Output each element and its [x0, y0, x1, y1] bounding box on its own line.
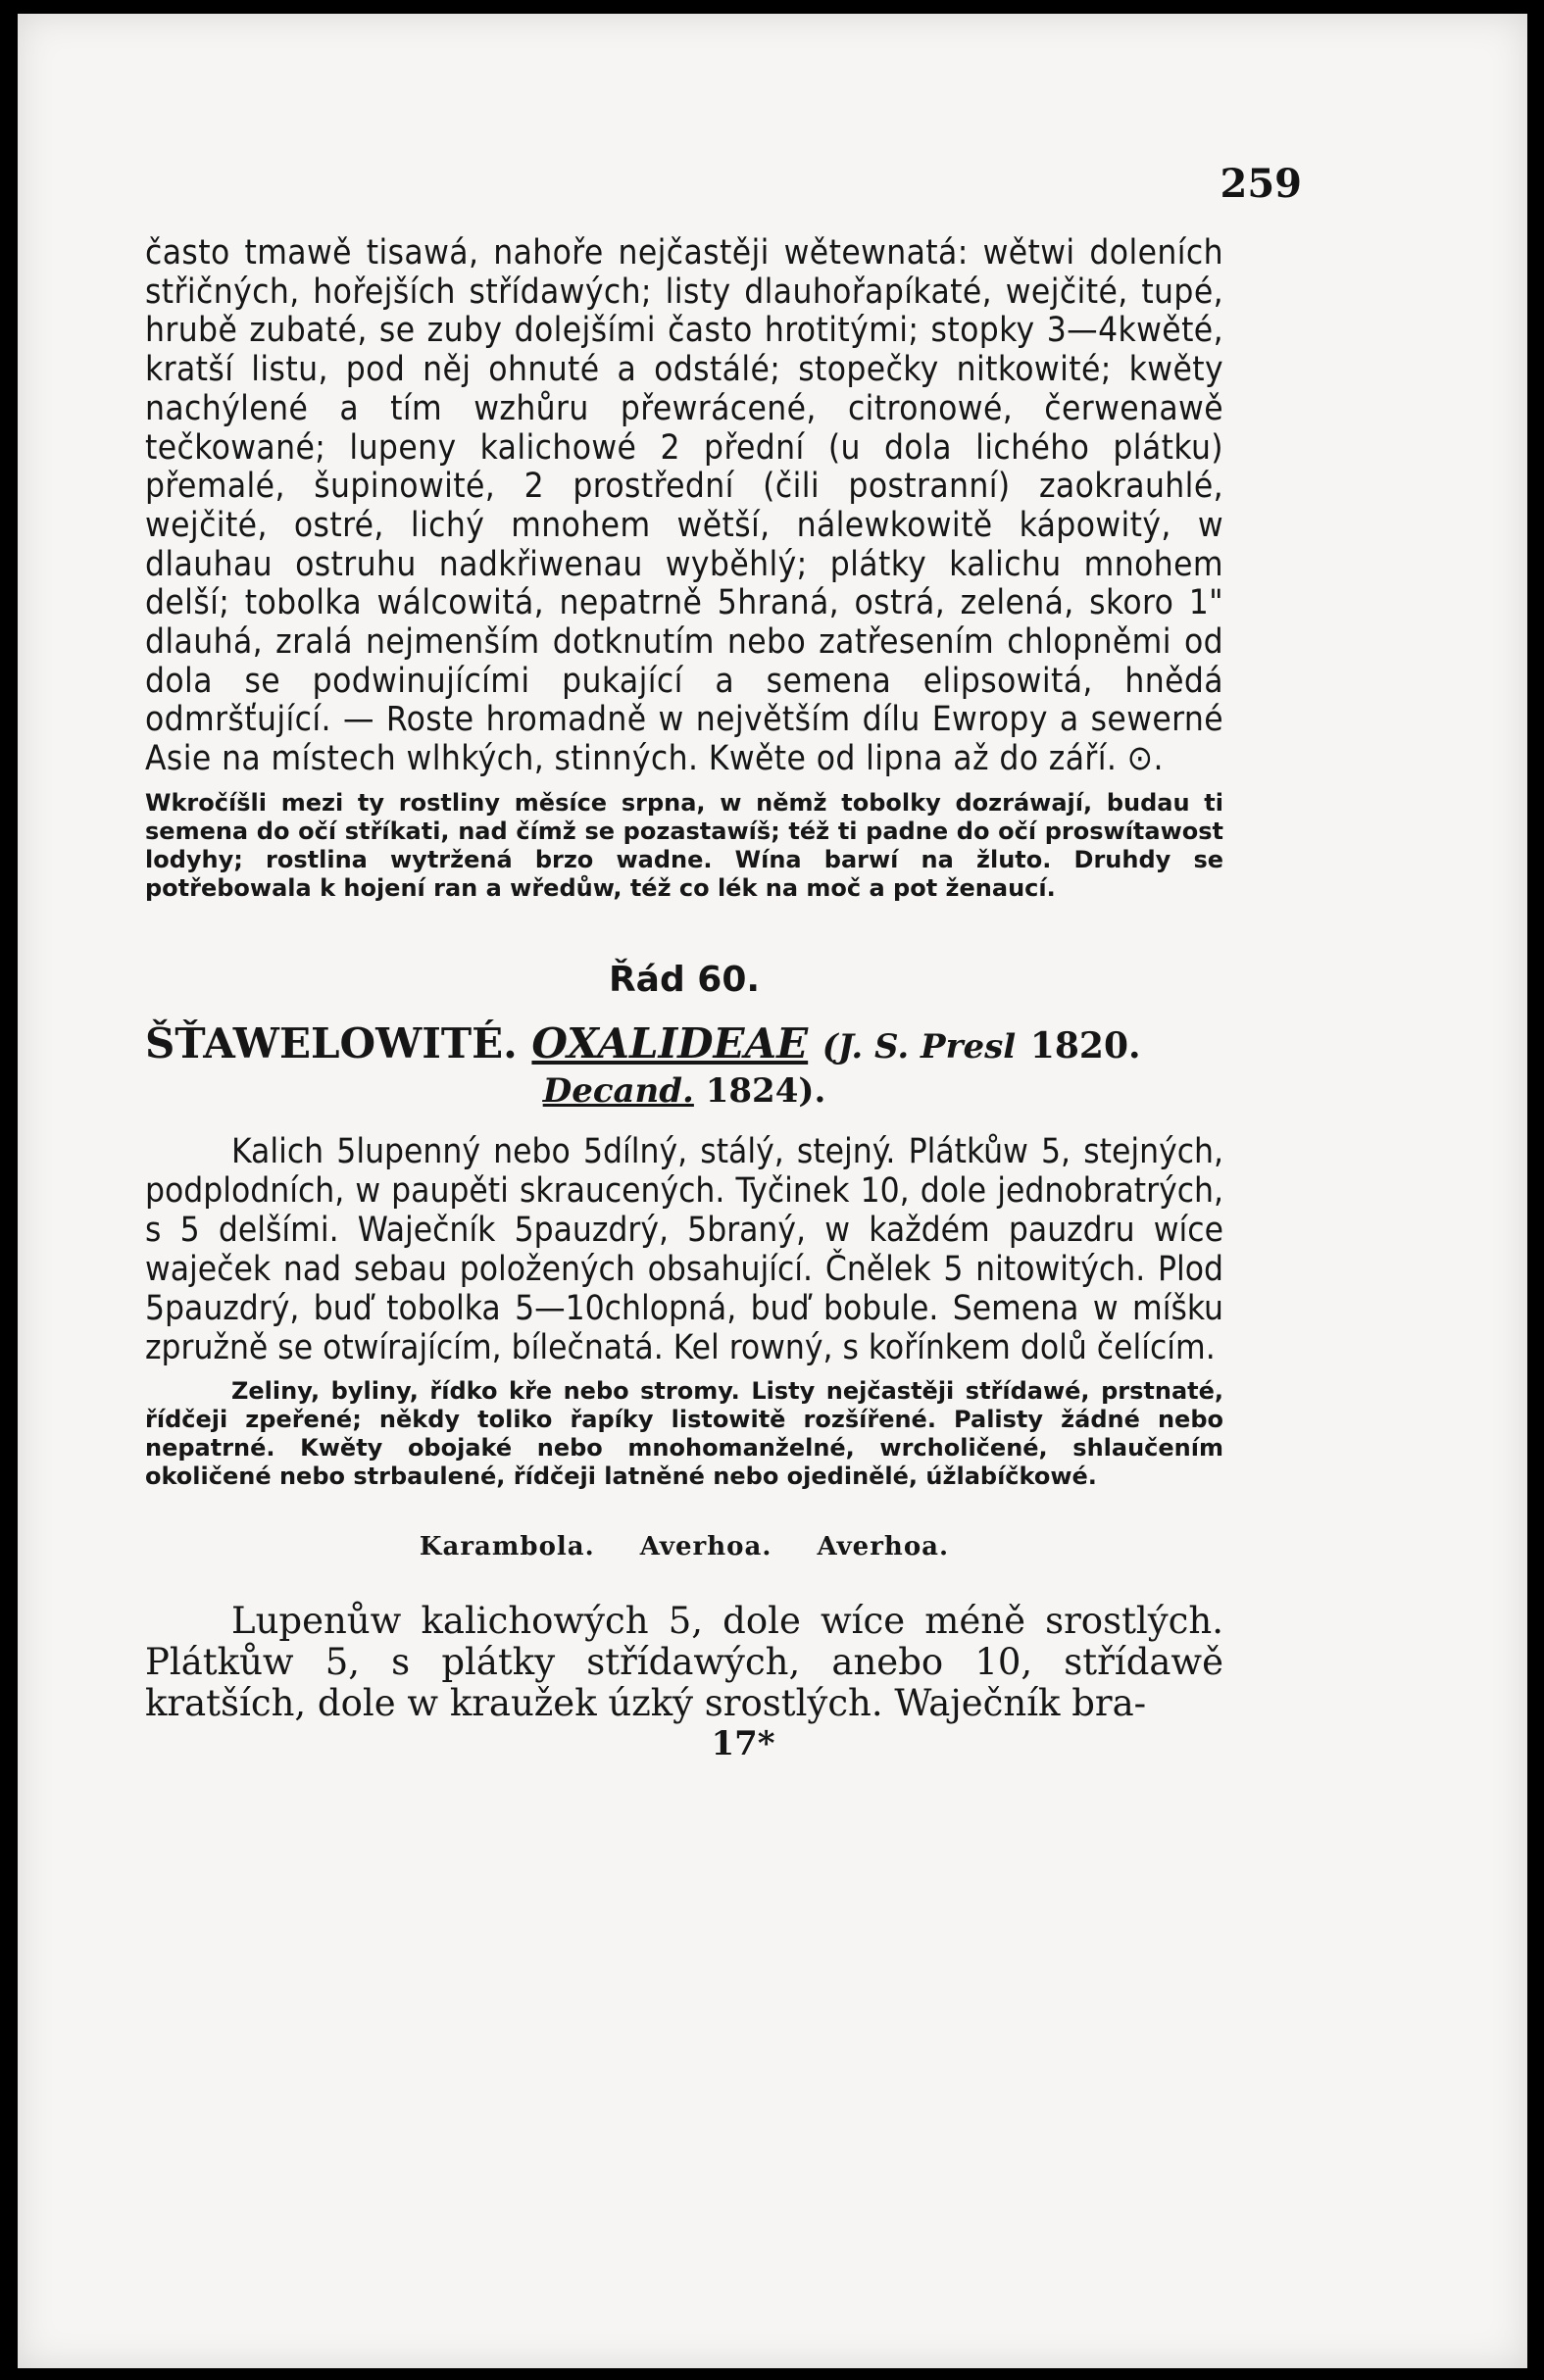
printer-signature: 17* [711, 1723, 775, 1763]
family-note: Zeliny, byliny, řídko kře nebo stromy. Listy nejčastěji střídawé, prstnaté, řídčeji zpeřené; někdy toliko řapíky listowitě rozšířené. Palisty žádné nebo nepatrné. Kwěty obojaké nebo mnohomanželné, wrcholičené, shlaučením okoličené nebo strbaulené, řídčeji latněné nebo ojedinělé, úžlabíčkowé. [145, 1376, 1223, 1490]
genus-czech-name: Karambola. [419, 1531, 595, 1562]
page-number: 259 [1220, 161, 1302, 207]
species-description: často tmawě tisawá, nahoře nejčastěji wětewnatá: wětwi doleních střičných, hořejších střídawých; listy dlauhořapíkaté, wejčité, tupé, hrubě zubaté, se zuby dolejšími často hrotitými; stopky 3—4kwěté, kratší listu, pod něj ohnuté a odstálé; stopečky nitkowité; kwěty nachýlené a tím wzhůru přewrácené, citronowé, čerwenawě tečkowané; lupeny kalichowé 2 přední (u dola lichého plátku) přemalé, šupinowité, 2 prostřední (čili postranní) zaokrauhlé, wejčité, ostré, lichý mnohem wětší, nálewkowitě kápowitý, w dlauhau ostruhu nadkřiwenau wyběhlý; plátky kalichu mnohem delší; tobolka wálcowitá, nepatrně 5hraná, ostrá, zelená, skoro 1" dlauhá, zralá nejmenším dotknutím nebo zatřesením chlopněmi od dola se podwinujícími pukající a semena elipsowitá, hnědá odmršťující. — Roste hromadně w největším dílu Ewropy a sewerné Asie na místech wlhkých, stinných. Kwěte od lipna až do září. ⊙. [145, 233, 1223, 779]
species-note: Wkročíšli mezi ty rostliny měsíce srpna, w němž tobolky dozráwají, budau ti semena do očí stříkati, nad čímž se pozastawíš; též ti padne do očí proswítawost lodyhy; rostlina wytržená brzo wadne. Wína barwí na žluto. Druhdy se potřebowala k hojení ran a wředůw, též co lék na moč a pot ženaucí. [145, 788, 1223, 902]
genus-heading [145, 1532, 1223, 1562]
genus-latin-name-alt: Averhoa. [817, 1531, 950, 1562]
family-heading [145, 1018, 1223, 1069]
order-heading: Řád 60. [608, 959, 761, 1000]
family-year-1: 1820. [1029, 1024, 1141, 1066]
family-author-1: (J. S. Presl [822, 1026, 1017, 1066]
book-page [18, 14, 1527, 2368]
family-year-2: 1824). [705, 1070, 826, 1111]
genus-latin-name: Averhoa. [639, 1531, 772, 1562]
family-heading-line-2 [145, 1069, 1223, 1113]
family-czech-name: ŠŤAWELOWITÉ. [145, 1018, 518, 1067]
family-latin-name: OXALIDEAE [531, 1018, 809, 1067]
family-description: Kalich 5lupenný nebo 5dílný, stálý, stejný. Plátkůw 5, stejných, podplodních, w paupěti skraucených. Tyčinek 10, dole jednobratrých, s 5 delšími. Waječník 5pauzdrý, 5braný, w každém pauzdru wíce waječek nad sebau položených obsahující. Čnělek 5 nitowitých. Plod 5pauzdrý, buď tobolka 5—10chlopná, buď bobule. Semena w míšku zpružně se otwírajícím, bílečnatá. Kel rowný, s kořínkem dolů čelícím. [145, 1131, 1223, 1367]
family-author-2: Decand. [542, 1070, 694, 1111]
genus-description: Lupenůw kalichowých 5, dole wíce méně srostlých. Plátkůw 5, s plátky střídawých, anebo 10, střídawě kratších, dole w kraužek úzký srostlých. Waječník bra- [145, 1599, 1223, 1724]
page-content [145, 234, 1223, 1763]
